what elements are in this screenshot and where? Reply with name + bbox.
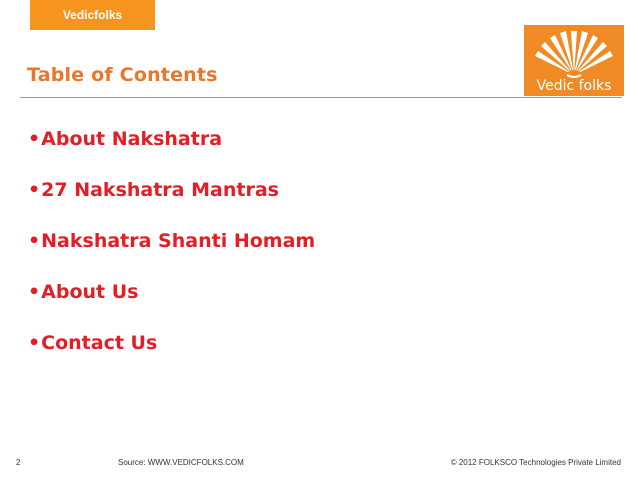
- toc-item-shanti-homam: [28, 230, 315, 281]
- logo-wordmark: Vedic folks: [536, 78, 612, 94]
- toc-item-label: 27 Nakshatra Mantras: [41, 179, 279, 201]
- brand-tab: [30, 0, 155, 30]
- toc-item-label: Nakshatra Shanti Homam: [41, 230, 316, 252]
- slide-title: Table of Contents: [27, 64, 218, 86]
- bullet: •: [28, 332, 41, 354]
- page-number: 2: [16, 458, 21, 467]
- source-note: Source: WWW.VEDICFOLKS.COM: [118, 458, 244, 467]
- toc-item-about-nakshatra: [28, 128, 315, 179]
- toc-item-label: About Us: [41, 281, 139, 303]
- radiating-petals-logo-icon: [524, 25, 624, 79]
- copyright-note: © 2012 FOLKSCO Technologies Private Limited: [450, 458, 621, 467]
- bullet: •: [28, 230, 41, 252]
- toc-item-label: About Nakshatra: [41, 128, 223, 150]
- bullet: •: [28, 179, 41, 201]
- table-of-contents-list: [28, 128, 315, 383]
- vedicfolks-logo: [524, 25, 624, 96]
- toc-item-nakshatra-mantras: [28, 179, 315, 230]
- brand-tab-label: Vedicfolks: [62, 8, 123, 22]
- title-divider: [20, 97, 622, 98]
- bullet: •: [28, 281, 41, 303]
- toc-item-contact-us: [28, 332, 315, 383]
- toc-item-about-us: [28, 281, 315, 332]
- bullet: •: [28, 128, 41, 150]
- toc-item-label: Contact Us: [41, 332, 158, 354]
